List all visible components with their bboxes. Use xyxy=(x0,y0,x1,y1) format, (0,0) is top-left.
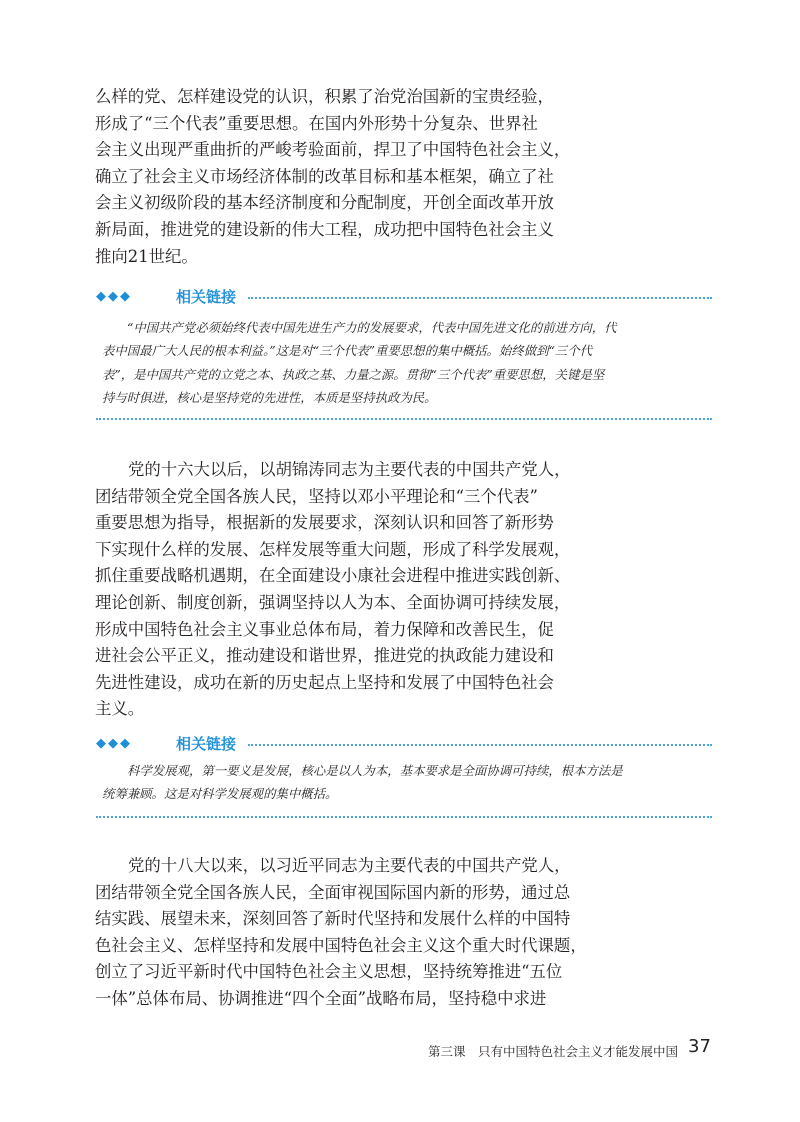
text-line: 确立了社会主义市场经济体制的改革目标和基本框架，确立了社 xyxy=(95,166,554,186)
text-line: 抓住重要战略机遇期，在全面建设小康社会进程中推进实践创新、 xyxy=(95,566,571,586)
dotted-divider xyxy=(96,816,712,818)
paragraph-3 xyxy=(95,853,587,1013)
text-line: 一体”总体布局、协调推进“四个全面”战略布局，坚持稳中求进 xyxy=(95,988,547,1008)
dotted-divider xyxy=(248,297,712,299)
text-line: 色社会主义、怎样坚持和发展中国特色社会主义这个重大时代课题， xyxy=(95,935,587,955)
text-line: “中国共产党必须始终代表中国先进生产力的发展要求，代表中国先进文化的前进方向，代 xyxy=(127,320,617,335)
text-line: 表中国最广大人民的根本利益。”这是对“三个代表”重要思想的集中概括。始终做到“三个代 xyxy=(102,343,592,359)
text-line: 党的十八大以来，以习近平同志为主要代表的中国共产党人， xyxy=(128,856,571,875)
text-line: 下实现什么样的发展、怎样发展等重大问题，形成了科学发展观， xyxy=(95,539,571,559)
page-number: 37 xyxy=(688,1036,711,1057)
text-line: 团结带领全党全国各族人民，坚持以邓小平理论和“三个代表” xyxy=(95,486,538,506)
dotted-divider xyxy=(96,418,712,420)
related-link-body xyxy=(96,316,712,410)
text-line: 表”，是中国共产党的立党之本、执政之基、力量之源。贯彻“三个代表”重要思想，关键是坚 xyxy=(102,366,605,382)
paragraph-1 xyxy=(95,84,571,270)
related-link-header xyxy=(96,286,712,308)
text-line: 会主义初级阶段的基本经济制度和分配制度，开创全面改革开放 xyxy=(95,193,554,213)
text-line: 团结带领全党全国各族人民，全面审视国际国内新的形势，通过总 xyxy=(95,882,571,902)
text-line: 结实践、展望未来，深刻回答了新时代坚持和发展什么样的中国特 xyxy=(95,909,571,929)
text-line: 党的十六大以后，以胡锦涛同志为主要代表的中国共产党人， xyxy=(128,460,571,479)
text-line: 主义。 xyxy=(95,699,145,719)
text-line: 先进性建设，成功在新的历史起点上坚持和发展了中国特色社会 xyxy=(95,672,554,692)
text-line: 推向21世纪。 xyxy=(95,246,198,266)
text-line: 科学发展观，第一要义是发展，核心是以人为本，基本要求是全面协调可持续，根本方法是 xyxy=(127,763,623,778)
text-line: 统筹兼顾。这是对科学发展观的集中概括。 xyxy=(102,786,338,802)
text-line: 创立了习近平新时代中国特色社会主义思想，坚持统筹推进“五位 xyxy=(95,962,563,982)
diamond-icon: ◆◆◆ xyxy=(96,736,132,751)
related-link-header xyxy=(96,733,712,755)
related-link-title: 相关链接 xyxy=(176,288,237,306)
dotted-divider xyxy=(248,744,712,746)
text-line: 持与时俱进，核心是坚持党的先进性，本质是坚持执政为民。 xyxy=(102,390,437,406)
chapter-title: 第三课 只有中国特色社会主义才能发展中国 xyxy=(428,1044,679,1059)
text-line: 重要思想为指导，根据新的发展要求，深刻认识和回答了新形势 xyxy=(95,513,554,533)
text-line: 么样的党、怎样建设党的认识，积累了治党治国新的宝贵经验， xyxy=(95,87,554,106)
text-line: 会主义出现严重曲折的严峻考验面前，捍卫了中国特色社会主义， xyxy=(95,140,571,160)
text-line: 新局面，推进党的建设新的伟大工程，成功把中国特色社会主义 xyxy=(95,219,554,239)
text-line: 形成了“三个代表”重要思想。在国内外形势十分复杂、世界社 xyxy=(95,113,538,133)
text-line: 形成中国特色社会主义事业总体布局，着力保障和改善民生，促 xyxy=(95,619,554,639)
related-link-title: 相关链接 xyxy=(176,735,237,753)
text-line: 进社会公平正义，推动建设和谐世界，推进党的执政能力建设和 xyxy=(95,646,554,666)
related-link-body xyxy=(96,759,712,806)
diamond-icon: ◆◆◆ xyxy=(96,289,132,304)
related-link-box-2 xyxy=(96,733,712,818)
related-link-box-1 xyxy=(96,286,712,420)
text-line: 理论创新、制度创新，强调坚持以人为本、全面协调可持续发展， xyxy=(95,592,571,612)
paragraph-2 xyxy=(95,457,571,723)
